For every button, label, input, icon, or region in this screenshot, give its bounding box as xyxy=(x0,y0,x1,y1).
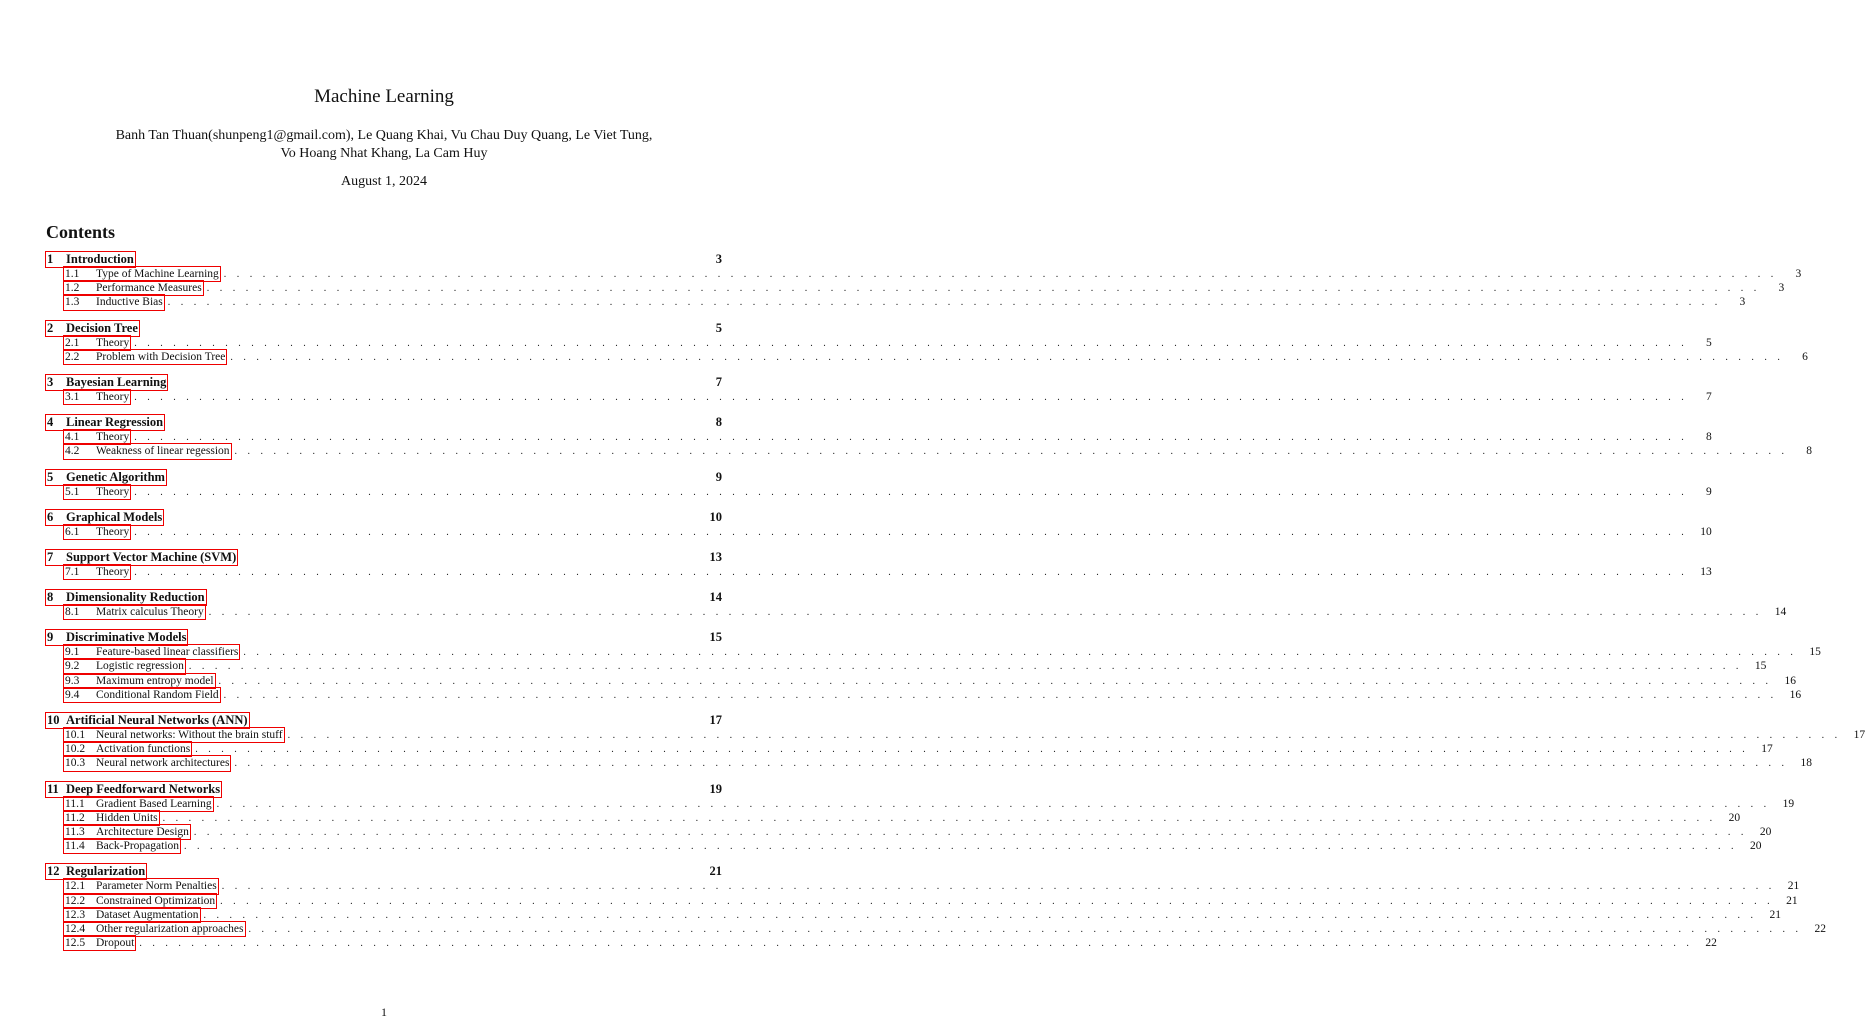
toc-subsection-link[interactable] xyxy=(64,659,185,673)
toc-section-row xyxy=(46,252,722,267)
toc-subsection-title: Parameter Norm Penalties xyxy=(96,880,217,893)
toc-subsection-link[interactable] xyxy=(64,936,135,950)
toc-subsection-page: 8 xyxy=(1806,445,1813,458)
toc-section-link[interactable] xyxy=(46,321,139,336)
toc-subsection-number: 12.3 xyxy=(65,908,86,921)
toc-subsection-page: 3 xyxy=(1778,282,1785,295)
toc-dot-leader: . . . . . . . . . . . . . . . . . . . . . . . . . . . . . . . . . . . . . . . . . . . . . . . . . . . . . . . . . . . . . . . . . . . . . . . . . . . . . . . . . . . . . . . . . . . . . . . . . . . . . . . . . . . . . . . . . . . . . . . . xyxy=(223,689,1778,701)
toc-subsection-number: 9.2 xyxy=(65,660,80,673)
toc-subsection-title: Problem with Decision Tree xyxy=(96,350,226,363)
toc-section-title: Introduction xyxy=(66,252,134,266)
toc-section-number: 11 xyxy=(47,781,59,796)
toc-subsection-number: 6.1 xyxy=(65,525,80,538)
toc-section-number: 4 xyxy=(47,415,54,430)
toc-section xyxy=(46,415,1813,458)
toc-section-page: 8 xyxy=(715,415,722,430)
toc-section-title: Artificial Neural Networks (ANN) xyxy=(66,713,248,727)
toc-subsection-title: Neural networks: Without the brain stuff xyxy=(96,729,283,741)
toc-subsection-row xyxy=(46,565,1712,579)
toc-dot-leader: . . . . . . . . . . . . . . . . . . . . . . . . . . . . . . . . . . . . . . . . . . . . . . . . . . . . . . . . . . . . . . . . . . . . . . . . . . . . . . . . . . . . . . . . . . . . . . . . . . . . . . . . . . . . . . . . . . . . . . . . xyxy=(203,909,1758,921)
toc-subsection-title: Inductive Bias xyxy=(96,296,163,309)
toc-dot-leader: . . . . . . . . . . . . . . . . . . . . . . . . . . . . . . . . . . . . . . . . . . . . . . . . . . . . . . . . . . . . . . . . . . . . . . . . . . . . . . . . . . . . . . . . . . . . . . . . . . . . . . . . . . . . . . . . . . . . . . . . xyxy=(248,923,1803,935)
toc-subsection-title: Dropout xyxy=(96,937,135,950)
toc-subsection-row xyxy=(46,525,1712,539)
toc-subsection-row xyxy=(46,936,1717,950)
toc-subsection-link[interactable] xyxy=(64,565,130,579)
toc-subsection-title: Performance Measures xyxy=(96,282,202,295)
toc-subsection-row xyxy=(46,390,1712,404)
toc-subsection-page: 21 xyxy=(1786,894,1798,907)
toc-subsection-link[interactable] xyxy=(64,267,220,281)
toc-section-page: 19 xyxy=(709,781,722,796)
toc-section xyxy=(46,713,1865,771)
toc-subsection-page: 20 xyxy=(1728,811,1741,824)
toc-subsection-link[interactable] xyxy=(64,811,159,825)
toc-section xyxy=(46,630,1821,702)
toc-section-link[interactable] xyxy=(46,470,166,485)
toc-subsection-number: 10.1 xyxy=(65,729,86,741)
toc-section xyxy=(46,590,1787,619)
toc-dot-leader: . . . . . . . . . . . . . . . . . . . . . . . . . . . . . . . . . . . . . . . . . . . . . . . . . . . . . . . . . . . . . . . . . . . . . . . . . . . . . . . . . . . . . . . . . . . . . . . . . . . . . . . . . . . . . . . . . . . . . . . . xyxy=(216,798,1771,810)
toc-subsection-title: Maximum entropy model xyxy=(96,674,214,687)
toc-section-title: Discriminative Models xyxy=(66,630,187,645)
toc-subsection-number: 9.4 xyxy=(65,688,80,701)
toc-section-number: 3 xyxy=(47,374,54,389)
toc-dot-leader: . . . . . . . . . . . . . . . . . . . . . . . . . . . . . . . . . . . . . . . . . . . . . . . . . . . . . . . . . . . . . . . . . . . . . . . . . . . . . . . . . . . . . . . . . . . . . . . . . . . . . . . . . . . . . . . . . . . . . . . . xyxy=(208,607,1763,619)
toc-section-title: Support Vector Machine (SVM) xyxy=(66,549,237,564)
toc-subsection-link[interactable] xyxy=(64,894,216,908)
toc-subsection-link[interactable] xyxy=(64,430,130,444)
toc-subsection-title: Theory xyxy=(96,485,130,498)
toc-section xyxy=(46,374,1712,404)
toc-subsection-title: Back-Propagation xyxy=(96,840,180,853)
toc-subsection-title: Logistic regression xyxy=(96,660,184,673)
toc-dot-leader: . . . . . . . . . . . . . . . . . . . . . . . . . . . . . . . . . . . . . . . . . . . . . . . . . . . . . . . . . . . . . . . . . . . . . . . . . . . . . . . . . . . . . . . . . . . . . . . . . . . . . . . . . . . . . . . . . . . . . . . . xyxy=(234,446,1789,458)
toc-section xyxy=(46,549,1712,579)
toc-dot-leader: . . . . . . . . . . . . . . . . . . . . . . . . . . . . . . . . . . . . . . . . . . . . . . . . . . . . . . . . . . . . . . . . . . . . . . . . . . . . . . . . . . . . . . . . . . . . . . . . . . . . . . . . . . . . . . . . . . . . . . . . xyxy=(287,730,1842,741)
toc-subsection-link[interactable] xyxy=(64,645,239,659)
toc-subsection-row xyxy=(46,811,1741,825)
toc-subsection-page: 5 xyxy=(1705,336,1712,349)
toc-subsection-title: Theory xyxy=(96,565,130,578)
toc-subsection-row xyxy=(46,645,1821,659)
toc-subsection-title: Theory xyxy=(96,336,130,349)
table-of-contents xyxy=(46,252,1865,950)
toc-subsection-link[interactable] xyxy=(64,742,191,756)
toc-section-page: 5 xyxy=(715,320,722,335)
toc-subsection-page: 15 xyxy=(1754,660,1767,673)
toc-dot-leader: . . . . . . . . . . . . . . . . . . . . . . . . . . . . . . . . . . . . . . . . . . . . . . . . . . . . . . . . . . . . . . . . . . . . . . . . . . . . . . . . . . . . . . . . . . . . . . . . . . . . . . . . . . . . . . . . . . . . . . . . xyxy=(195,744,1749,756)
toc-subsection-row xyxy=(46,825,1772,839)
toc-subsection-number: 1.2 xyxy=(65,282,80,295)
toc-subsection-page: 22 xyxy=(1705,937,1717,950)
authors-line-1: Banh Tan Thuan(shunpeng1@gmail.com), Le Quang Khai, Vu Chau Duy Quang, Le Viet Tung, xyxy=(115,128,653,143)
toc-dot-leader: . . . . . . . . . . . . . . . . . . . . . . . . . . . . . . . . . . . . . . . . . . . . . . . . . . . . . . . . . . . . . . . . . . . . . . . . . . . . . . . . . . . . . . . . . . . . . . . . . . . . . . . . . . . . . . . . . . . . . . . . xyxy=(134,337,1688,349)
toc-dot-leader: . . . . . . . . . . . . . . . . . . . . . . . . . . . . . . . . . . . . . . . . . . . . . . . . . . . . . . . . . . . . . . . . . . . . . . . . . . . . . . . . . . . . . . . . . . . . . . . . . . . . . . . . . . . . . . . . . . . . . . . . xyxy=(134,391,1688,403)
toc-dot-leader: . . . . . . . . . . . . . . . . . . . . . . . . . . . . . . . . . . . . . . . . . . . . . . . . . . . . . . . . . . . . . . . . . . . . . . . . . . . . . . . . . . . . . . . . . . . . . . . . . . . . . . . . . . . . . . . . . . . . . . . . xyxy=(134,432,1688,444)
toc-subsection-row xyxy=(46,839,1762,853)
toc-section-page: 15 xyxy=(709,630,722,645)
toc-dot-leader: . . . . . . . . . . . . . . . . . . . . . . . . . . . . . . . . . . . . . . . . . . . . . . . . . . . . . . . . . . . . . . . . . . . . . . . . . . . . . . . . . . . . . . . . . . . . . . . . . . . . . . . . . . . . . . . . . . . . . . . . xyxy=(221,881,1776,893)
toc-section-link[interactable] xyxy=(46,550,237,565)
toc-subsection-link[interactable] xyxy=(64,390,130,404)
toc-subsection-row xyxy=(46,922,1827,936)
toc-subsection-row xyxy=(46,756,1812,770)
toc-subsection-row xyxy=(46,674,1797,688)
toc-subsection-row xyxy=(46,430,1712,444)
toc-subsection-link[interactable] xyxy=(64,756,230,770)
toc-subsection-row xyxy=(46,267,1802,281)
toc-subsection-number: 9.3 xyxy=(65,674,80,687)
toc-section-link[interactable] xyxy=(46,782,221,797)
toc-dot-leader: . . . . . . . . . . . . . . . . . . . . . . . . . . . . . . . . . . . . . . . . . . . . . . . . . . . . . . . . . . . . . . . . . . . . . . . . . . . . . . . . . . . . . . . . . . . . . . . . . . . . . . . . . . . . . . . . . . . . . . . . xyxy=(134,566,1688,578)
toc-subsection-title: Matrix calculus Theory xyxy=(96,606,204,619)
toc-subsection-link[interactable] xyxy=(64,295,164,309)
toc-subsection-link[interactable] xyxy=(64,839,180,853)
toc-dot-leader: . . . . . . . . . . . . . . . . . . . . . . . . . . . . . . . . . . . . . . . . . . . . . . . . . . . . . . . . . . . . . . . . . . . . . . . . . . . . . . . . . . . . . . . . . . . . . . . . . . . . . . . . . . . . . . . . . . . . . . . . xyxy=(206,283,1761,295)
toc-section-row xyxy=(46,321,722,336)
toc-subsection-link[interactable] xyxy=(64,728,284,742)
toc-subsection-row xyxy=(46,797,1795,811)
toc-subsection-row xyxy=(46,659,1767,673)
toc-section-link[interactable] xyxy=(46,864,146,879)
toc-subsection-page: 18 xyxy=(1800,757,1812,770)
toc-section-page: 10 xyxy=(709,509,722,524)
toc-subsection-page: 17 xyxy=(1761,743,1773,756)
toc-section-row xyxy=(46,375,722,390)
toc-subsection-page: 6 xyxy=(1802,350,1808,363)
toc-subsection-number: 12.2 xyxy=(65,894,86,907)
toc-subsection-number: 1.3 xyxy=(65,296,80,309)
toc-dot-leader: . . . . . . . . . . . . . . . . . . . . . . . . . . . . . . . . . . . . . . . . . . . . . . . . . . . . . . . . . . . . . . . . . . . . . . . . . . . . . . . . . . . . . . . . . . . . . . . . . . . . . . . . . . . . . . . . . . . . . . . . xyxy=(134,526,1688,538)
page-number: 1 xyxy=(381,1005,387,1019)
toc-subsection-link[interactable] xyxy=(64,605,205,619)
toc-subsection-page: 8 xyxy=(1705,431,1712,444)
toc-subsection-number: 11.3 xyxy=(65,825,85,838)
toc-dot-leader: . . . . . . . . . . . . . . . . . . . . . . . . . . . . . . . . . . . . . . . . . . . . . . . . . . . . . . . . . . . . . . . . . . . . . . . . . . . . . . . . . . . . . . . . . . . . . . . . . . . . . . . . . . . . . . . . . . . . . . . . xyxy=(162,812,1717,824)
toc-dot-leader: . . . . . . . . . . . . . . . . . . . . . . . . . . . . . . . . . . . . . . . . . . . . . . . . . . . . . . . . . . . . . . . . . . . . . . . . . . . . . . . . . . . . . . . . . . . . . . . . . . . . . . . . . . . . . . . . . . . . . . . . xyxy=(134,486,1688,498)
toc-section-link[interactable] xyxy=(46,510,163,525)
document-title: Machine Learning xyxy=(314,86,454,107)
toc-section-page: 7 xyxy=(715,374,722,389)
toc-dot-leader: . . . . . . . . . . . . . . . . . . . . . . . . . . . . . . . . . . . . . . . . . . . . . . . . . . . . . . . . . . . . . . . . . . . . . . . . . . . . . . . . . . . . . . . . . . . . . . . . . . . . . . . . . . . . . . . . . . . . . . . . xyxy=(220,895,1774,907)
toc-dot-leader: . . . . . . . . . . . . . . . . . . . . . . . . . . . . . . . . . . . . . . . . . . . . . . . . . . . . . . . . . . . . . . . . . . . . . . . . . . . . . . . . . . . . . . . . . . . . . . . . . . . . . . . . . . . . . . . . . . . . . . . . xyxy=(218,675,1773,687)
toc-subsection-row xyxy=(46,444,1813,458)
toc-subsection-page: 7 xyxy=(1705,390,1712,403)
toc-subsection-page: 3 xyxy=(1739,296,1746,309)
toc-subsection-page: 14 xyxy=(1774,606,1787,619)
toc-subsection-number: 10.3 xyxy=(65,757,86,770)
toc-subsection-number: 12.1 xyxy=(65,880,86,893)
toc-subsection-number: 12.5 xyxy=(65,937,86,950)
toc-subsection-number: 8.1 xyxy=(65,606,80,619)
toc-subsection-row xyxy=(46,605,1787,619)
toc-subsection-title: Dataset Augmentation xyxy=(96,908,199,921)
toc-subsection-title: Gradient Based Learning xyxy=(96,797,212,810)
toc-section xyxy=(46,252,1802,310)
toc-subsection-number: 12.4 xyxy=(65,922,86,935)
toc-subsection-number: 10.2 xyxy=(65,743,86,756)
toc-section-title: Deep Feedforward Networks xyxy=(66,781,221,796)
toc-subsection-page: 16 xyxy=(1784,674,1797,687)
toc-dot-leader: . . . . . . . . . . . . . . . . . . . . . . . . . . . . . . . . . . . . . . . . . . . . . . . . . . . . . . . . . . . . . . . . . . . . . . . . . . . . . . . . . . . . . . . . . . . . . . . . . . . . . . . . . . . . . . . . . . . . . . . . xyxy=(223,269,1778,280)
toc-section-title: Decision Tree xyxy=(66,320,138,335)
toc-section-title: Linear Regression xyxy=(66,415,164,430)
toc-section-row xyxy=(46,782,722,797)
toc-subsection-number: 7.1 xyxy=(65,565,80,578)
toc-subsection-row xyxy=(46,485,1712,499)
toc-subsection-number: 5.1 xyxy=(65,485,80,498)
toc-subsection-row xyxy=(46,336,1712,350)
toc-subsection-number: 11.1 xyxy=(65,797,85,810)
toc-subsection-number: 9.1 xyxy=(65,646,80,659)
toc-section xyxy=(46,320,1808,364)
toc-section-number: 5 xyxy=(47,469,54,484)
toc-subsection-page: 20 xyxy=(1759,825,1772,838)
toc-section-title: Genetic Algorithm xyxy=(66,469,165,484)
toc-section-number: 2 xyxy=(47,320,54,335)
toc-section-page: 3 xyxy=(715,252,722,266)
toc-subsection-row xyxy=(46,908,1782,922)
toc-section-page: 14 xyxy=(709,590,722,605)
toc-section-row xyxy=(46,864,722,879)
toc-subsection-title: Feature-based linear classifiers xyxy=(96,646,239,659)
toc-section-number: 9 xyxy=(47,630,54,645)
toc-dot-leader: . . . . . . . . . . . . . . . . . . . . . . . . . . . . . . . . . . . . . . . . . . . . . . . . . . . . . . . . . . . . . . . . . . . . . . . . . . . . . . . . . . . . . . . . . . . . . . . . . . . . . . . . . . . . . . . . . . . . . . . . xyxy=(184,841,1738,853)
toc-subsection-link[interactable] xyxy=(64,674,215,688)
toc-subsection-row xyxy=(46,295,1746,309)
toc-subsection-row xyxy=(46,742,1773,756)
toc-subsection-link[interactable] xyxy=(64,797,213,811)
toc-subsection-number: 2.2 xyxy=(65,350,80,363)
toc-section-link[interactable] xyxy=(46,415,164,430)
toc-dot-leader: . . . . . . . . . . . . . . . . . . . . . . . . . . . . . . . . . . . . . . . . . . . . . . . . . . . . . . . . . . . . . . . . . . . . . . . . . . . . . . . . . . . . . . . . . . . . . . . . . . . . . . . . . . . . . . . . . . . . . . . . xyxy=(139,938,1693,950)
toc-subsection-number: 4.1 xyxy=(65,431,80,444)
toc-section-link[interactable] xyxy=(46,630,187,645)
toc-subsection-title: Activation functions xyxy=(96,743,191,756)
toc-section-link[interactable] xyxy=(46,252,135,267)
toc-section-row xyxy=(46,550,722,565)
toc-section-number: 6 xyxy=(47,509,54,524)
toc-section-number: 10 xyxy=(47,713,60,727)
toc-subsection-link[interactable] xyxy=(64,922,245,936)
toc-subsection-row xyxy=(46,879,1800,893)
toc-subsection-page: 9 xyxy=(1705,485,1712,498)
toc-subsection-title: Neural network architectures xyxy=(96,757,230,770)
toc-subsection-number: 3.1 xyxy=(65,390,80,403)
toc-section xyxy=(46,781,1795,854)
toc-subsection-number: 2.1 xyxy=(65,336,80,349)
toc-section-title: Bayesian Learning xyxy=(66,374,167,389)
toc-subsection-page: 21 xyxy=(1769,908,1782,921)
toc-subsection-title: Theory xyxy=(96,431,130,444)
toc-subsection-title: Theory xyxy=(96,525,130,538)
toc-subsection-row xyxy=(46,281,1785,295)
toc-subsection-link[interactable] xyxy=(64,350,226,364)
toc-subsection-title: Other regularization approaches xyxy=(96,922,244,935)
toc-subsection-row xyxy=(46,688,1802,702)
toc-section-link[interactable] xyxy=(46,590,206,605)
toc-subsection-number: 11.2 xyxy=(65,811,85,824)
toc-subsection-page: 21 xyxy=(1787,880,1800,893)
toc-dot-leader: . . . . . . . . . . . . . . . . . . . . . . . . . . . . . . . . . . . . . . . . . . . . . . . . . . . . . . . . . . . . . . . . . . . . . . . . . . . . . . . . . . . . . . . . . . . . . . . . . . . . . . . . . . . . . . . . . . . . . . . . xyxy=(234,758,1788,770)
toc-subsection-title: Hidden Units xyxy=(96,811,158,824)
toc-subsection-link[interactable] xyxy=(64,444,231,458)
toc-subsection-title: Weakness of linear regession xyxy=(96,445,230,458)
toc-subsection-page: 17 xyxy=(1853,729,1865,741)
toc-subsection-link[interactable] xyxy=(64,525,130,539)
toc-section-number: 1 xyxy=(47,252,54,266)
toc-section-link[interactable] xyxy=(46,375,167,390)
toc-subsection-link[interactable] xyxy=(64,336,130,350)
toc-section-title: Regularization xyxy=(66,864,146,879)
toc-dot-leader: . . . . . . . . . . . . . . . . . . . . . . . . . . . . . . . . . . . . . . . . . . . . . . . . . . . . . . . . . . . . . . . . . . . . . . . . . . . . . . . . . . . . . . . . . . . . . . . . . . . . . . . . . . . . . . . . . . . . . . . . xyxy=(230,351,1784,363)
toc-subsection-row xyxy=(46,350,1808,364)
toc-section-page: 9 xyxy=(715,469,722,484)
toc-subsection-number: 11.4 xyxy=(65,840,85,853)
toc-section-title: Graphical Models xyxy=(66,509,163,524)
toc-subsection-title: Theory xyxy=(96,390,130,403)
toc-subsection-page: 22 xyxy=(1814,922,1827,935)
toc-subsection-page: 19 xyxy=(1782,797,1795,810)
toc-section xyxy=(46,509,1712,539)
toc-subsection-title: Architecture Design xyxy=(96,825,189,838)
toc-section-page: 17 xyxy=(709,713,722,727)
toc-section-row xyxy=(46,510,722,525)
document-date: August 1, 2024 xyxy=(341,174,427,189)
toc-subsection-title: Constrained Optimization xyxy=(96,894,216,907)
toc-subsection-link[interactable] xyxy=(64,879,218,893)
toc-section-number: 8 xyxy=(47,590,54,605)
toc-section-page: 13 xyxy=(709,549,722,564)
toc-subsection-number: 4.2 xyxy=(65,445,80,458)
toc-section xyxy=(46,864,1827,950)
toc-dot-leader: . . . . . . . . . . . . . . . . . . . . . . . . . . . . . . . . . . . . . . . . . . . . . . . . . . . . . . . . . . . . . . . . . . . . . . . . . . . . . . . . . . . . . . . . . . . . . . . . . . . . . . . . . . . . . . . . . . . . . . . . xyxy=(188,661,1743,673)
toc-subsection-link[interactable] xyxy=(64,485,130,499)
toc-subsection-page: 10 xyxy=(1700,525,1712,538)
toc-dot-leader: . . . . . . . . . . . . . . . . . . . . . . . . . . . . . . . . . . . . . . . . . . . . . . . . . . . . . . . . . . . . . . . . . . . . . . . . . . . . . . . . . . . . . . . . . . . . . . . . . . . . . . . . . . . . . . . . . . . . . . . . xyxy=(193,826,1748,838)
toc-section-number: 7 xyxy=(47,549,54,564)
toc-subsection-link[interactable] xyxy=(64,688,220,702)
toc-section-link[interactable] xyxy=(46,713,249,728)
toc-section-row xyxy=(46,630,722,645)
toc-section-title: Dimensionality Reduction xyxy=(66,590,205,605)
toc-subsection-page: 15 xyxy=(1809,646,1821,659)
author-list xyxy=(40,127,728,163)
toc-subsection-link[interactable] xyxy=(64,825,190,839)
toc-dot-leader: . . . . . . . . . . . . . . . . . . . . . . . . . . . . . . . . . . . . . . . . . . . . . . . . . . . . . . . . . . . . . . . . . . . . . . . . . . . . . . . . . . . . . . . . . . . . . . . . . . . . . . . . . . . . . . . . . . . . . . . . xyxy=(243,647,1797,659)
toc-subsection-title: Conditional Random Field xyxy=(96,688,219,701)
toc-subsection-link[interactable] xyxy=(64,281,203,295)
toc-subsection-page: 20 xyxy=(1750,840,1762,853)
toc-subsection-row xyxy=(46,728,1865,742)
authors-line-2: Vo Hoang Nhat Khang, La Cam Huy xyxy=(280,146,488,161)
toc-section-row xyxy=(46,470,722,485)
toc-section-page: 21 xyxy=(709,864,722,879)
contents-heading: Contents xyxy=(46,222,116,242)
toc-dot-leader: . . . . . . . . . . . . . . . . . . . . . . . . . . . . . . . . . . . . . . . . . . . . . . . . . . . . . . . . . . . . . . . . . . . . . . . . . . . . . . . . . . . . . . . . . . . . . . . . . . . . . . . . . . . . . . . . . . . . . . . . xyxy=(167,297,1722,309)
toc-section-row xyxy=(46,590,722,605)
toc-subsection-title: Type of Machine Learning xyxy=(96,268,219,280)
toc-subsection-row xyxy=(46,894,1798,908)
toc-section xyxy=(46,469,1712,499)
toc-subsection-link[interactable] xyxy=(64,908,200,922)
toc-section-row xyxy=(46,713,722,728)
toc-subsection-page: 3 xyxy=(1795,268,1802,280)
toc-section-number: 12 xyxy=(47,864,60,879)
toc-subsection-page: 16 xyxy=(1789,688,1802,701)
toc-section-row xyxy=(46,415,722,430)
toc-subsection-number: 1.1 xyxy=(65,268,80,280)
toc-subsection-page: 13 xyxy=(1700,565,1712,578)
